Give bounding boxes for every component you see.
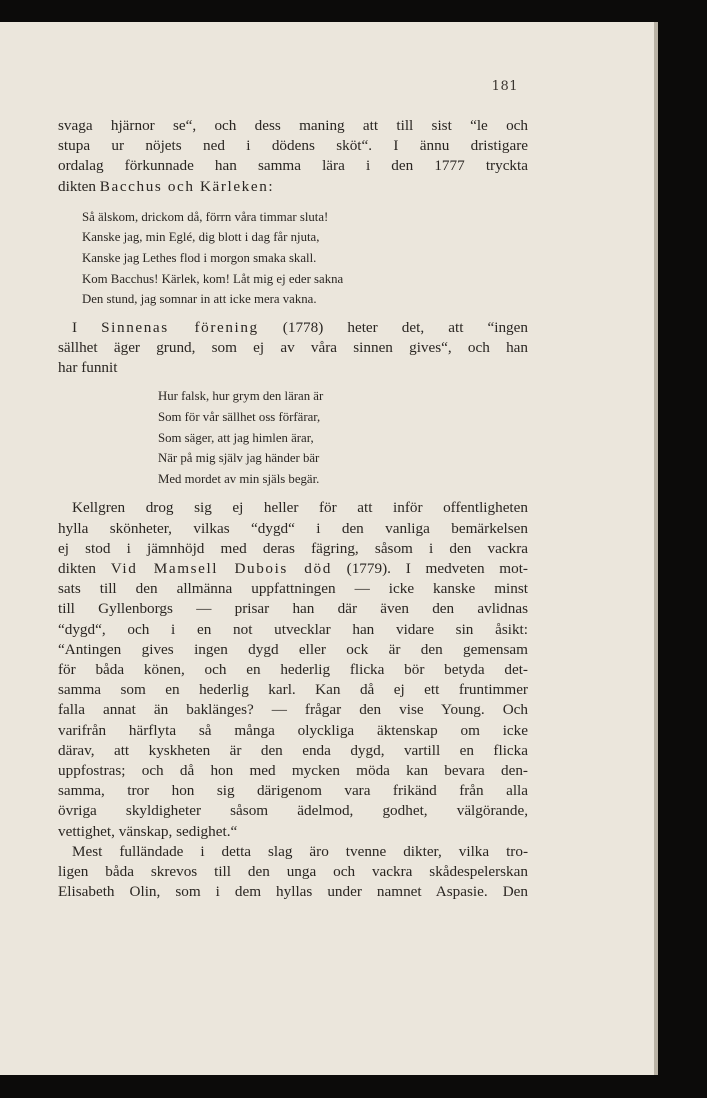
text-line: varifrån härflyta så många olyckliga äktenskap om icke xyxy=(58,721,528,739)
paragraph xyxy=(58,842,528,903)
page-number: 181 xyxy=(491,79,518,94)
verse-line: Den stund, jag somnar in att icke mera vakna. xyxy=(82,292,317,307)
work-title: Bacchus och Kärleken xyxy=(99,177,269,195)
text-line: sats till den allmänna uppfattningen — icke kanske minst xyxy=(58,580,528,598)
text-line: svaga hjärnor se“, och dess maning att till sist “le och xyxy=(58,117,528,134)
text-line: ordalag förkunnade han samma lära i den 1777 tryckta xyxy=(58,157,528,175)
text-line: ej stod i jämnhöjd med deras fägring, såsom i den vackra xyxy=(58,539,528,557)
text-line: samma, tror hon sig därigenom vara frikänd från alla xyxy=(58,782,528,800)
text-line: stupa ur nöjets ned i dödens sköt“. I ännu dristigare xyxy=(58,137,528,155)
work-title: Sinnenas förening xyxy=(101,318,259,336)
text-line: Mest fulländade i detta slag äro tvenne dikter, vilka tro- xyxy=(72,842,528,860)
text-line: Elisabeth Olin, som i dem hyllas under namnet Aspasie. Den xyxy=(58,883,528,901)
text-line: hylla skönheter, vilkas “dygd“ i den vanliga bemärkelsen xyxy=(58,519,528,537)
text-line: har funnit xyxy=(58,359,118,377)
work-title: Vid Mamsell Dubois död xyxy=(110,559,332,577)
text-line: övriga skyldigheter såsom ädelmod, godhet, välgörande, xyxy=(58,802,528,820)
text-line: I Sinnenas förening (1778) heter det, att “ingen xyxy=(72,318,528,336)
text-line: falla annat än baklänges? — frågar den vise Young. Och xyxy=(58,701,528,719)
verse-line: Som för vår sällhet oss förfärar, xyxy=(158,409,321,424)
verse-line: Kanske jag Lethes flod i morgon smaka skall. xyxy=(82,251,317,265)
text-line: till Gyllenborgs — prisar han där även den avlidnas xyxy=(58,600,528,618)
verse-line: Med mordet av min själs begär. xyxy=(158,471,320,486)
verse-quote xyxy=(58,207,528,310)
verse-line: När på mig själv jag händer bär xyxy=(158,451,320,466)
verse-line: Som säger, att jag himlen ärar, xyxy=(158,430,314,445)
text-line: dikten Vid Mamsell Dubois död (1779). I medveten mot- xyxy=(58,559,528,577)
text-line: för båda könen, och en hederlig flicka bör betyda det- xyxy=(58,660,528,678)
text-line: sällhet äger grund, som ej av våra sinnen gives“, och han xyxy=(58,338,528,356)
text-line: därav, att kyskheten är den enda dygd, vartill en flicka xyxy=(58,741,528,759)
verse-line: Kom Bacchus! Kärlek, kom! Låt mig ej eder sakna xyxy=(82,271,344,286)
text-line: “Antingen gives ingen dygd eller ock är den gemensam xyxy=(58,640,528,658)
body-text xyxy=(58,116,528,902)
paragraph xyxy=(58,318,528,379)
verse-line: Så älskom, drickom då, förrn våra timmar sluta! xyxy=(82,209,329,224)
book-page xyxy=(0,22,654,1075)
text-line: “dygd“, och i en not utvecklar han vidare sin åsikt: xyxy=(58,620,528,638)
text-line: dikten Bacchus och Kärleken: xyxy=(58,177,273,195)
text-line: Kellgren drog sig ej heller för att inför offentligheten xyxy=(72,499,528,517)
verse-line: Hur falsk, hur grym den läran är xyxy=(158,389,324,404)
paragraph xyxy=(58,498,528,841)
page-edge xyxy=(654,22,658,1075)
paragraph xyxy=(58,116,528,197)
verse-line: Kanske jag, min Eglé, dig blott i dag får njuta, xyxy=(82,230,320,245)
text-line: uppfostras; och då hon med mycken möda kan bevara den- xyxy=(58,762,528,779)
text-line: ligen båda skrevos till den unga och vackra skådespelerskan xyxy=(58,863,528,881)
verse-quote xyxy=(58,386,528,489)
text-line: vettighet, vänskap, sedighet.“ xyxy=(58,822,238,840)
text-line: samma som en hederlig karl. Kan då ej ett fruntimmer xyxy=(58,681,528,699)
